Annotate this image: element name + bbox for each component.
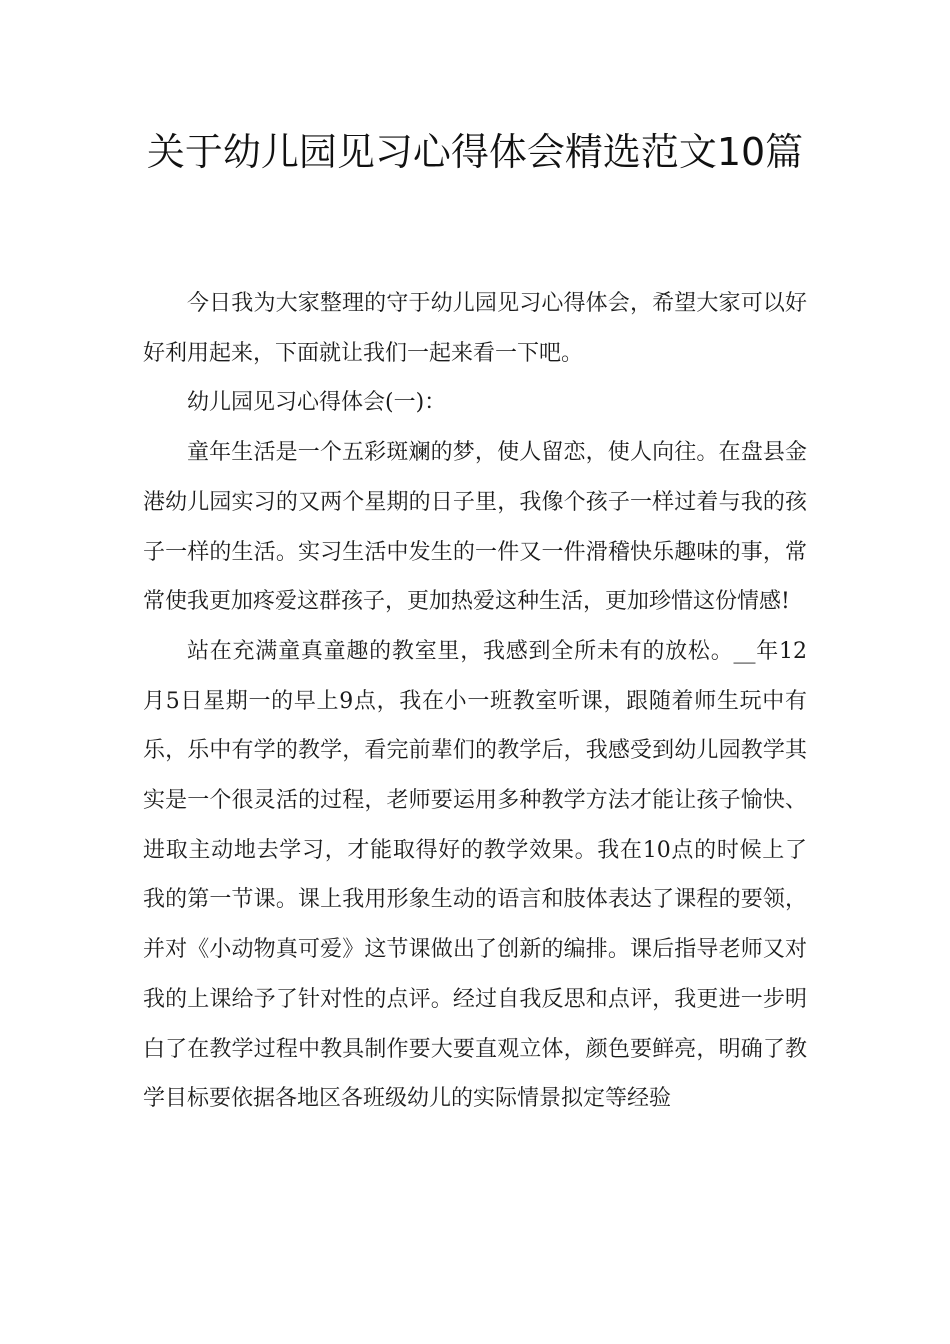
body-paragraph: 站在充满童真童趣的教室里，我感到全所未有的放松。__年12月5日星期一的早上9点，我在小一班教室听课，跟随着师生玩中有乐，乐中有学的教学，看完前辈们的教学后，我感受到幼儿园教学其实是一个很灵活的过程，老师要运用多种教学方法才能让孩子愉快、进取主动地去学习，才能取得好的教学效果。我在10点的时候上了我的第一节课。课上我用形象生动的语言和肢体表达了课程的要领，并对《小动物真可爱》这节课做出了创新的编排。课后指导老师又对我的上课给予了针对性的点评。经过自我反思和点评，我更进一步明白了在教学过程中教具制作要大要直观立体，颜色要鲜亮，明确了教学目标要依据各地区各班级幼儿的实际情景拟定等经验 [143,638,807,1112]
document-body [143,279,807,1124]
document-title: 关于幼儿园见习心得体会精选范文10篇 [146,130,804,174]
section-heading: 幼儿园见习心得体会(一)： [187,390,447,416]
body-paragraph: 童年生活是一个五彩斑斓的梦，使人留恋，使人向往。在盘县金港幼儿园实习的又两个星期的日子里，我像个孩子一样过着与我的孩子一样的生活。实习生活中发生的一件又一件滑稽快乐趣味的事，常常使我更加疼爱这群孩子，更加热爱这种生活，更加珍惜这份情感! [143,440,807,615]
intro-paragraph: 今日我为大家整理的守于幼儿园见习心得体会，希望大家可以好好利用起来，下面就让我们一起来看一下吧。 [143,291,807,366]
